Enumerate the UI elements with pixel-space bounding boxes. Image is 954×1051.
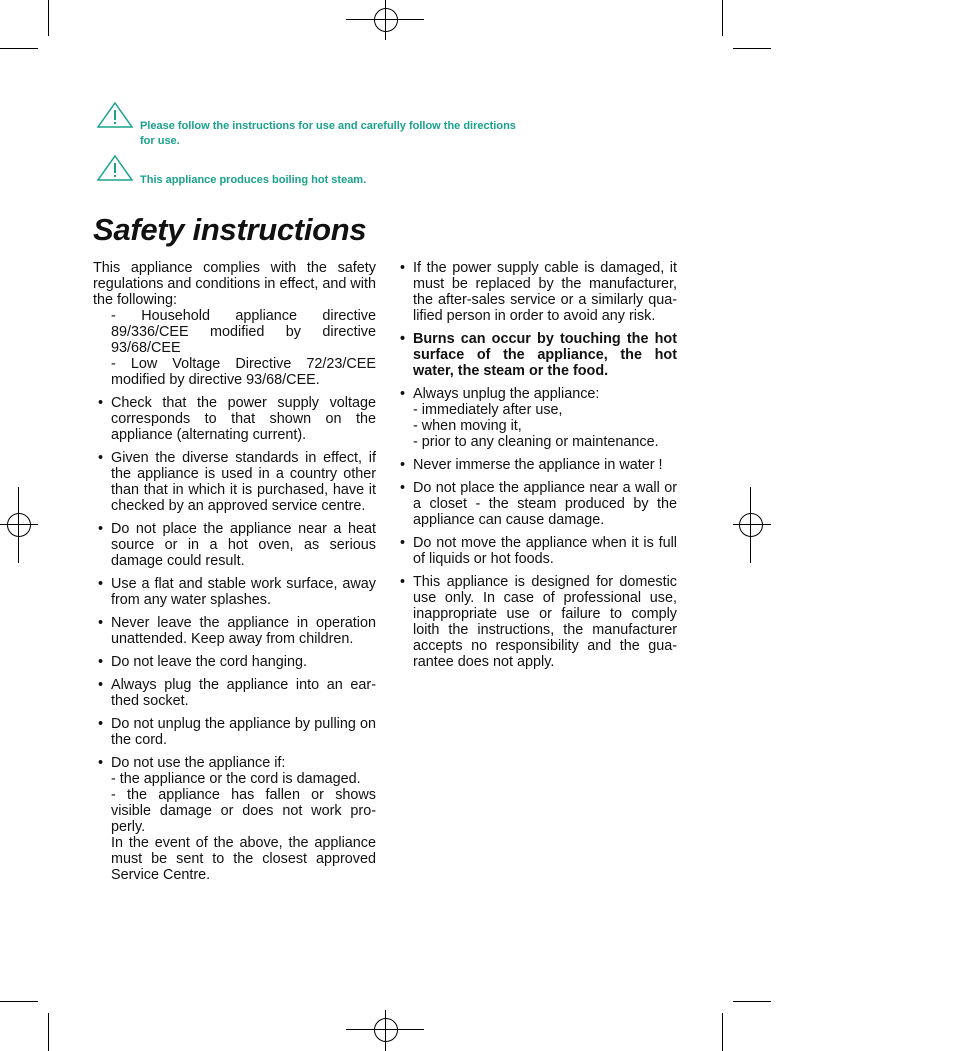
list-item-text: • Given the diverse standards in effect, if the appliance is used in a country other than that in which it is purchased, have it checked by an approved service centre. [111,450,376,514]
list-item [395,535,677,567]
list-item [93,677,376,709]
list-item [93,576,376,608]
directive-item: - Low Voltage Directive 72/23/CEE modified by directive 93/68/CEE. [111,356,376,388]
list-item [93,395,376,443]
list-item [395,386,677,450]
list-item-text: • Do not move the appliance when it is full of liquids or hot foods. [413,535,677,567]
warning-text [140,119,516,149]
list-item [93,755,376,883]
bullet-list [395,260,677,670]
crop-mark [0,48,38,49]
directive-item: - Household appliance directive 89/336/CEE modified by directive 93/68/CEE [111,308,376,356]
list-item-text: • Use a flat and stable work surface, away from any water splashes. [111,576,376,608]
crop-mark [722,0,723,36]
list-item-text: • If the power supply cable is damaged, it must be replaced by the manufacturer, the after-sales service or a similarly qua-lified person in order to avoid any risk. [413,260,677,324]
warning-line: for use. [140,135,180,147]
crop-mark [722,1013,723,1051]
list-item-warning [395,331,677,379]
list-item [395,457,677,473]
left-column [93,260,376,890]
warning-line: Please follow the instructions for use and carefully follow the directions [140,120,516,132]
list-item-text: • Always plug the appliance into an ear-thed socket. [111,677,376,709]
list-item-text: • Never leave the appliance in operation unattended. Keep away from children. [111,615,376,647]
list-item [395,480,677,528]
list-item-text: • Do not unplug the appliance by pulling on the cord. [111,716,376,748]
list-item-text: • Never immerse the appliance in water ! [413,457,663,473]
list-item-text: In the event of the above, the appliance must be sent to the closest approved Service Centre. [111,835,376,883]
warning-triangle-icon [97,155,133,181]
list-item [93,615,376,647]
page-title: Safety instructions [93,212,367,247]
list-item-text: • Always unplug the appliance: [413,386,600,402]
list-item-text: • Check that the power supply voltage corresponds to that shown on the appliance (alternating current). [111,395,376,443]
list-item-text: - immediately after use, [413,402,563,418]
list-item-text: • Do not place the appliance near a wall or a closet - the steam produced by the appliance can cause damage. [413,480,677,528]
right-column [395,260,677,677]
list-item [395,574,677,670]
list-item [395,260,677,324]
warning-text [140,173,366,188]
crop-mark [48,1013,49,1051]
list-item-text: • This appliance is designed for domestic use only. In case of professional use, inappropriate use or failure to comply loith the instructions, the manufacturer accepts no responsibility and the gua-rantee does not apply. [413,574,677,670]
list-item-text: - prior to any cleaning or maintenance. [413,434,659,450]
list-item-text: - when moving it, [413,418,522,434]
list-item [93,450,376,514]
crop-mark [733,1001,771,1002]
list-item-text: • Do not leave the cord hanging. [111,654,308,670]
list-item [93,521,376,569]
intro-paragraph: This appliance complies with the safety regulations and conditions in effect, and with the following: [93,260,376,308]
warning-triangle-icon [97,102,133,128]
list-item [93,716,376,748]
crop-mark [48,0,49,36]
list-item-text: - the appliance or the cord is damaged. [111,771,361,787]
crop-mark [733,48,771,49]
warning-line: This appliance produces boiling hot steam. [140,174,367,186]
list-item-text: - the appliance has fallen or shows visible damage or does not work pro-perly. [111,787,376,835]
list-item-text: • Burns can occur by touching the hot surface of the appliance, the hot water, the steam or the food. [413,331,677,379]
list-item-text: • Do not use the appliance if: [111,755,286,771]
list-item-text: • Do not place the appliance near a heat source or in a hot oven, as serious damage could result. [111,521,376,569]
list-item [93,654,376,670]
bullet-list [93,395,376,883]
crop-mark [0,1001,38,1002]
